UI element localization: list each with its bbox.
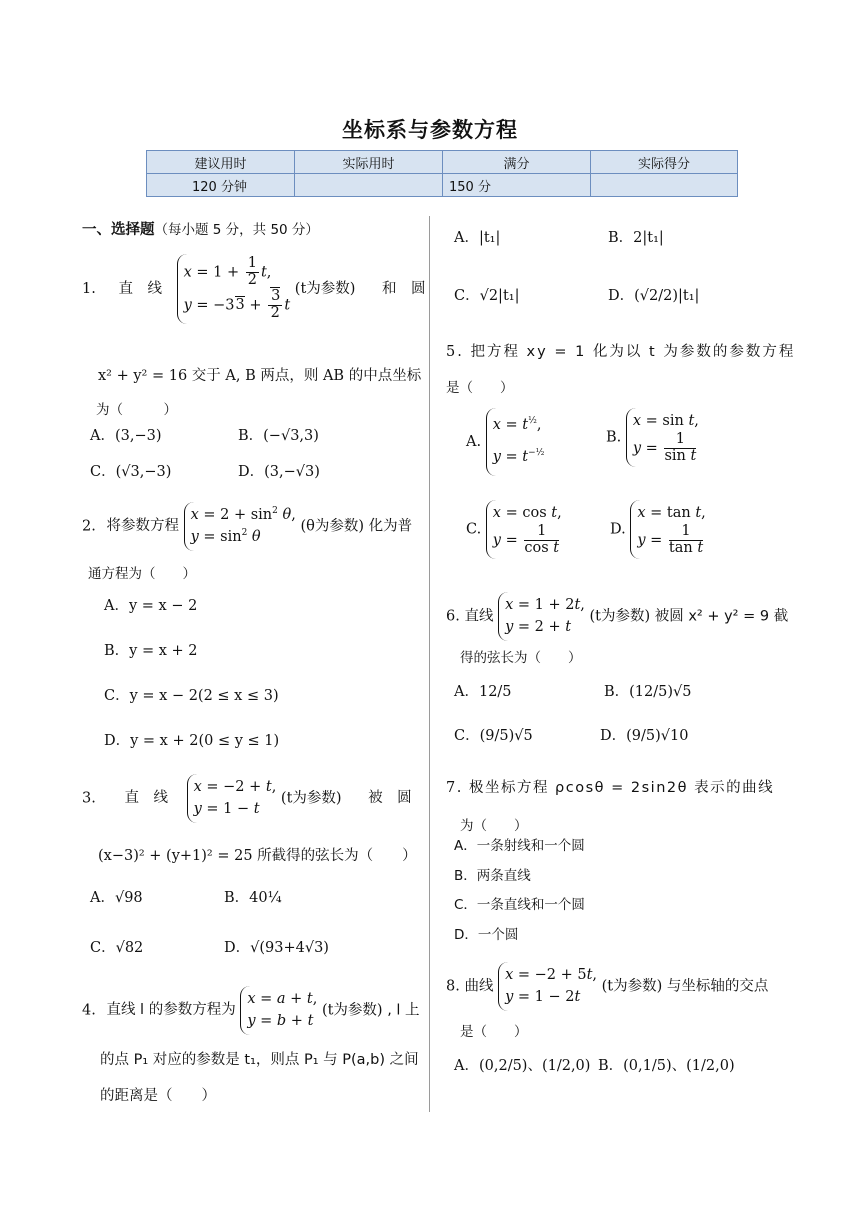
question-number: 7. <box>446 780 463 796</box>
parameter-note: (t为参数) <box>280 790 342 807</box>
option-c: C．(9/5)√5 <box>454 728 533 744</box>
table-header-row <box>147 151 738 174</box>
parameter-note: (t为参数) <box>589 608 651 625</box>
option-d: D．(3,−√3) <box>238 464 320 480</box>
option-a: A．(3,−3) <box>90 428 162 444</box>
question-suffix: 化为普 <box>368 518 413 535</box>
question-tail: 的距离是（ ） <box>100 1088 216 1104</box>
equation-system: x = −2 + t, y = 1 − t <box>187 774 277 823</box>
question-number: 2. <box>82 518 96 535</box>
option-d: D．y = x + 2(0 ≤ y ≤ 1) <box>104 733 280 749</box>
option-a: A．y = x − 2 <box>104 598 198 614</box>
option-b: B．两条直线 <box>454 868 531 884</box>
section-note: （每小题 5 分，共 50 分） <box>154 222 319 238</box>
question-number: 4. <box>82 1002 96 1019</box>
option-label: A. <box>466 433 482 450</box>
option-d: D．(9/5)√10 <box>600 728 689 744</box>
option-label: C. <box>466 521 482 538</box>
column-divider <box>429 216 430 1112</box>
question-number: 8. <box>446 978 460 995</box>
option-d: D．(√2/2)|t₁| <box>608 288 700 304</box>
option-d <box>610 500 706 559</box>
question-text: (x−3)² + (y+1)² = 25 所截得的弦长为（ ） <box>98 848 417 864</box>
question-1 <box>82 254 426 324</box>
question-text: 极坐标方程 ρcosθ = 2sin2θ 表示的曲线 <box>468 780 775 796</box>
info-table <box>146 150 738 197</box>
option-b: B．2|t₁| <box>608 230 664 246</box>
question-prefix: 直 线 <box>124 790 168 807</box>
option-b: B．(0,1/5)、(1/2,0) <box>598 1058 735 1074</box>
option-a: A．|t₁| <box>454 230 501 246</box>
table-cell: 120 分钟 <box>147 174 295 197</box>
question-3 <box>82 774 412 823</box>
table-header: 建议用时 <box>147 151 295 174</box>
question-8 <box>446 962 768 1011</box>
option-d: D．一个圆 <box>454 927 519 943</box>
option-d: D．√(93+4√3) <box>224 940 329 956</box>
question-5 <box>446 344 795 361</box>
question-suffix: , l 上 <box>387 1002 420 1019</box>
question-tail: 通方程为（ ） <box>88 566 196 582</box>
parameter-note: (θ为参数) <box>300 518 364 535</box>
question-suffix: 被圆 x² + y² = 9 截 <box>654 608 789 625</box>
page-title: 坐标系与参数方程 <box>342 118 518 142</box>
equation-system: x = 1 + $\frac{1}{2}$ t, y = −33 + $\frac{3}{2}$ t <box>177 254 291 324</box>
question-number: 6. <box>446 608 460 625</box>
question-prefix: 直线 <box>464 608 494 625</box>
question-4 <box>82 986 420 1035</box>
option-a: A．一条射线和一个圆 <box>454 838 585 854</box>
option-c: C．(√3,−3) <box>90 464 172 480</box>
equation-system: $x = 2 + \sin^2 \theta$, $y = \sin^2 \theta$ <box>184 502 296 551</box>
question-6 <box>446 592 788 641</box>
question-prefix: 直 线 <box>118 280 162 297</box>
question-text: 把方程 xy = 1 化为以 t 为参数的参数方程 <box>470 344 796 360</box>
question-mid: 被 圆 <box>368 790 412 807</box>
question-suffix: 与坐标轴的交点 <box>666 978 769 995</box>
question-prefix: 直线 l 的参数方程为 <box>106 1002 236 1019</box>
option-a: A．12/5 <box>454 684 512 700</box>
option-b: B．(12/5)√5 <box>604 684 692 700</box>
question-tail: 为（ ） <box>460 818 528 834</box>
option-label: D. <box>610 521 626 538</box>
question-tail: 是（ ） <box>446 380 514 396</box>
question-tail: 得的弦长为（ ） <box>460 650 582 666</box>
question-number: 1. <box>82 280 96 297</box>
option-b <box>606 408 699 467</box>
table-header: 实际得分 <box>591 151 738 174</box>
option-c: C．√82 <box>90 940 144 956</box>
option-a: A．(0,2/5)、(1/2,0) <box>454 1058 591 1074</box>
question-2 <box>82 502 412 551</box>
option-b: B．y = x + 2 <box>104 643 198 659</box>
equation-system: x = cos t, y = $\frac{1}{\text{cos t}}$ <box>486 500 562 559</box>
section-title: 一、选择题 <box>82 222 155 238</box>
option-b: B．(−√3,3) <box>238 428 319 444</box>
option-c: C．y = x − 2(2 ≤ x ≤ 3) <box>104 688 279 704</box>
table-row <box>147 174 738 197</box>
question-tail: 是（ ） <box>460 1024 528 1040</box>
option-label: B. <box>606 429 622 446</box>
option-b: B．40¼ <box>224 890 282 906</box>
option-c <box>466 500 562 559</box>
parameter-note: (t为参数) <box>321 1002 383 1019</box>
question-number: 3. <box>82 790 96 807</box>
question-prefix: 将参数方程 <box>106 518 179 535</box>
option-a: A．√98 <box>90 890 143 906</box>
question-prefix: 曲线 <box>464 978 494 995</box>
equation-system: x = tan t, y = $\frac{1}{\text{tan t}}$ <box>630 500 705 559</box>
section-heading <box>82 222 319 239</box>
question-mid: 和 圆 <box>382 280 426 297</box>
question-7 <box>446 780 774 797</box>
equation-system: $x = t^{\frac{1}{2}}$, $y = t^{-\frac{1}{2}}$ <box>486 408 545 476</box>
option-a <box>466 408 544 476</box>
question-text: 的点 P₁ 对应的参数是 t₁，则点 P₁ 与 P(a,b) 之间 <box>100 1052 419 1068</box>
question-number: 5. <box>446 344 464 360</box>
question-text: x² + y² = 16 交于 A, B 两点，则 AB 的中点坐标 <box>98 368 422 384</box>
table-cell <box>295 174 443 197</box>
table-header: 满分 <box>443 151 591 174</box>
question-tail: 为（ ） <box>96 402 177 418</box>
table-cell: 150 分 <box>443 174 591 197</box>
equation-system: x = −2 + 5t, y = 1 − 2t <box>498 962 597 1011</box>
table-header: 实际用时 <box>295 151 443 174</box>
table-cell <box>591 174 738 197</box>
option-c: C．一条直线和一个圆 <box>454 897 585 913</box>
equation-system: x = 1 + 2t, y = 2 + t <box>498 592 585 641</box>
parameter-note: (t为参数) <box>601 978 663 995</box>
equation-system: x = sin t, y = $\frac{1}{\text{sin t}}$ <box>626 408 699 467</box>
parameter-note: (t为参数) <box>294 280 356 297</box>
equation-system: x = a + t, y = b + t <box>240 986 317 1035</box>
option-c: C．√2|t₁| <box>454 288 520 304</box>
